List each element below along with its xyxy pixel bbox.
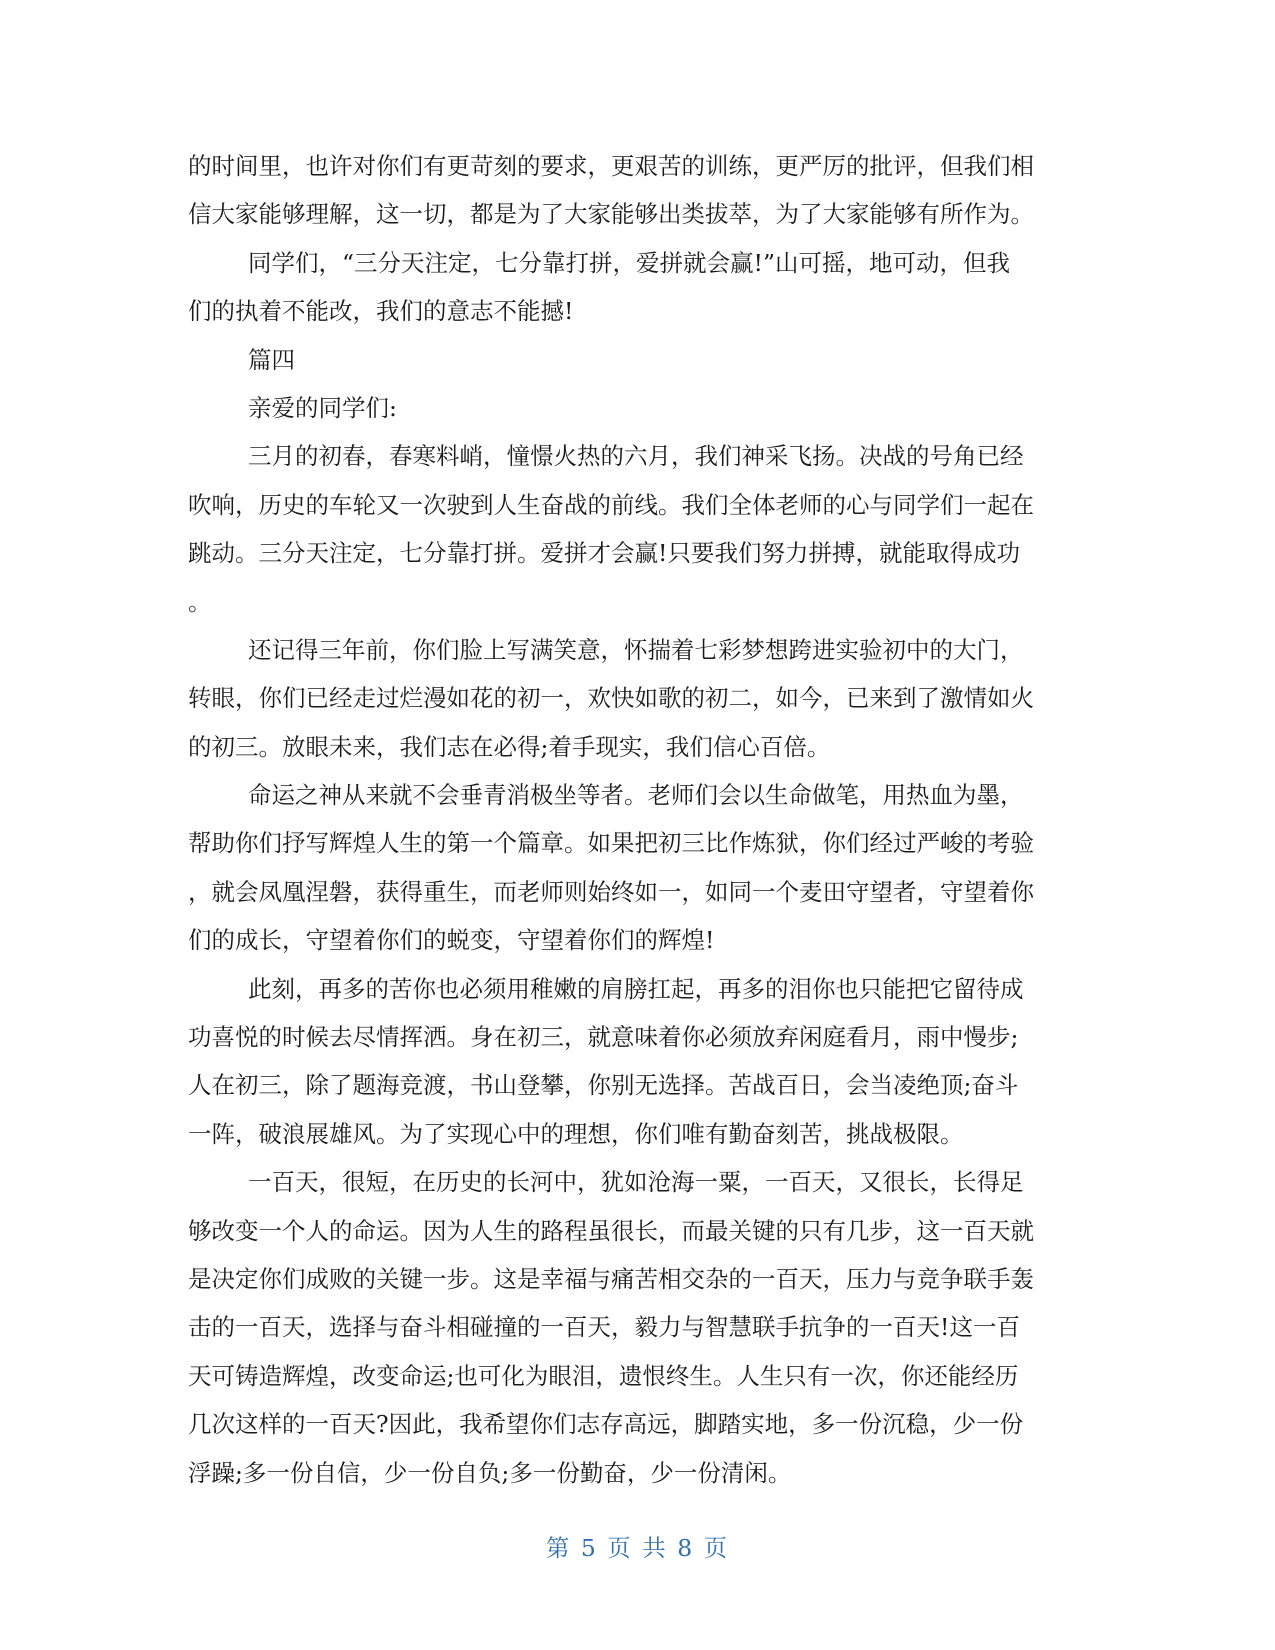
- text-line: 信大家能够理解，这一切，都是为了大家能够出类拔萃，为了大家能够有所作为。: [188, 200, 1034, 229]
- page-number-footer: 第 5 页 共 8 页: [545, 1534, 730, 1562]
- text-line: 浮躁;多一份自信，少一份自负;多一份勤奋，少一份清闲。: [188, 1458, 792, 1487]
- text-line: 是决定你们成败的关键一步。这是幸福与痛苦相交杂的一百天，压力与竞争联手轰: [188, 1264, 1034, 1293]
- text-line: 够改变一个人的命运。因为人生的路程虽很长，而最关键的只有几步，这一百天就: [188, 1216, 1034, 1245]
- text-line: 转眼，你们已经走过烂漫如花的初一，欢快如歌的初二，如今，已来到了激情如火: [188, 684, 1034, 713]
- text-line: 的时间里，也许对你们有更苛刻的要求，更艰苦的训练，更严厉的批评，但我们相: [188, 152, 1034, 180]
- text-line: 天可铸造辉煌，改变命运;也可化为眼泪，遗恨终生。人生只有一次，你还能经历: [188, 1361, 1019, 1390]
- text-line: 此刻，再多的苦你也必须用稚嫩的肩膀扛起，再多的泪你也只能把它留待成: [248, 974, 1024, 1003]
- text-line: 同学们，“三分天注定，七分靠打拼，爱拼就会赢!”山可摇，地可动，但我: [248, 248, 1010, 277]
- text-line: ，就会凤凰涅磐，获得重生，而老师则始终如一，如同一个麦田守望者，守望着你: [188, 877, 1034, 906]
- text-line: 亲爱的同学们:: [248, 393, 397, 422]
- text-line: 几次这样的一百天?因此，我希望你们志存高远，脚踏实地，多一份沉稳，少一份: [188, 1410, 1024, 1439]
- text-line: 的初三。放眼未来，我们志在必得;着手现实，我们信心百倍。: [188, 732, 831, 761]
- text-line: 。: [188, 587, 212, 616]
- text-line: 们的执着不能改，我们的意志不能撼!: [188, 297, 574, 326]
- text-line: 跳动。三分天注定，七分靠打拼。爱拼才会赢!只要我们努力拼搏，就能取得成功: [188, 539, 1020, 568]
- text-line: 功喜悦的时候去尽情挥洒。身在初三，就意味着你必须放弃闲庭看月，雨中慢步;: [188, 1023, 1019, 1052]
- text-line: 人在初三，除了题海竞渡，书山登攀，你别无选择。苦战百日，会当凌绝顶;奋斗: [188, 1071, 1019, 1100]
- text-line: 还记得三年前，你们脸上写满笑意，怀揣着七彩梦想跨进实验初中的大门，: [248, 635, 1024, 664]
- text-line: 们的成长，守望着你们的蜕变，守望着你们的辉煌!: [188, 926, 715, 955]
- text-line: 击的一百天，选择与奋斗相碰撞的一百天，毅力与智慧联手抗争的一百天!这一百: [188, 1313, 1020, 1342]
- text-line: 命运之神从来就不会垂青消极坐等者。老师们会以生命做笔，用热血为墨，: [248, 781, 1024, 810]
- text-line: 吹响，历史的车轮又一次驶到人生奋战的前线。我们全体老师的心与同学们一起在: [188, 490, 1034, 519]
- document-body: [188, 142, 1088, 1497]
- text-line: 一百天，很短，在历史的长河中，犹如沧海一粟，一百天，又很长，长得足: [248, 1168, 1024, 1197]
- text-line: 一阵，破浪展雄风。为了实现心中的理想，你们唯有勤奋刻苦，挑战极限。: [188, 1119, 964, 1148]
- text-line: 三月的初春，春寒料峭，憧憬火热的六月，我们神采飞扬。决战的号角已经: [248, 442, 1024, 471]
- text-line: 篇四: [248, 345, 295, 374]
- text-line: 帮助你们抒写辉煌人生的第一个篇章。如果把初三比作炼狱，你们经过严峻的考验: [188, 829, 1034, 858]
